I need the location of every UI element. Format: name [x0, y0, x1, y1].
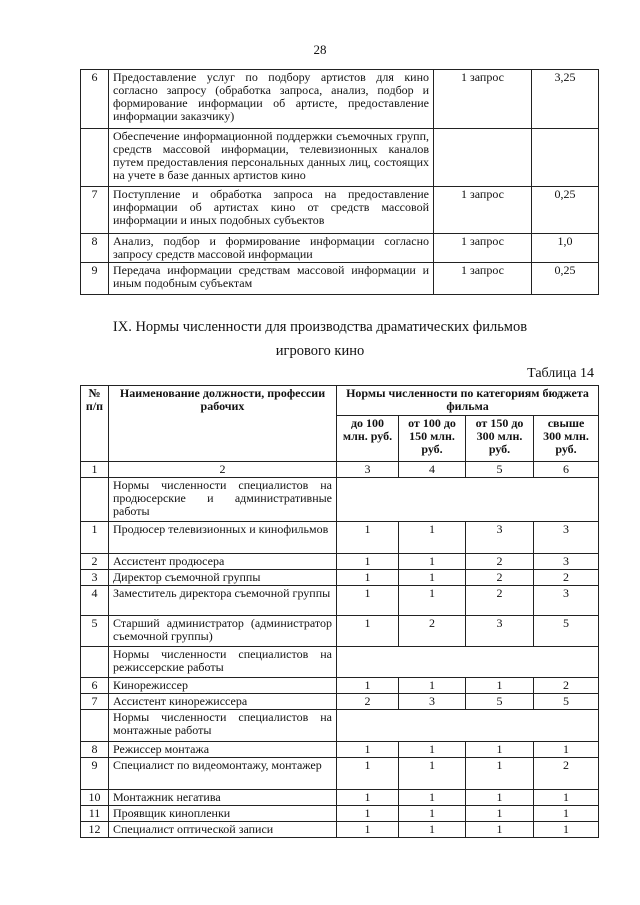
table-caption: Таблица 14 [527, 366, 594, 381]
row-number: 2 [81, 554, 109, 570]
column-number: 1 [81, 462, 109, 478]
norm-cat2: 1 [399, 570, 466, 586]
row-number: 6 [81, 678, 109, 694]
group-title: Нормы численности специалистов на монтажные работы [109, 710, 337, 742]
norm-cat1: 1 [337, 678, 399, 694]
table-row [81, 570, 599, 586]
norm-cat3: 1 [466, 790, 534, 806]
services-norms-table [80, 69, 599, 295]
table-row [81, 234, 599, 263]
row-norm: 3,25 [532, 70, 599, 129]
norm-cat3: 1 [466, 758, 534, 790]
row-norm: 1,0 [532, 234, 599, 263]
norm-cat4: 5 [534, 694, 599, 710]
norm-cat3: 5 [466, 694, 534, 710]
position-name: Режиссер монтажа [109, 742, 337, 758]
norm-cat1: 2 [337, 694, 399, 710]
table-row [81, 742, 599, 758]
row-number [81, 478, 109, 522]
norm-cat4: 1 [534, 806, 599, 822]
group-empty-cell [337, 647, 599, 678]
position-name: Проявщик кинопленки [109, 806, 337, 822]
table-row [81, 263, 599, 295]
norm-cat1: 1 [337, 758, 399, 790]
table-row [81, 678, 599, 694]
row-number [81, 647, 109, 678]
header-cat1: до 100 млн. руб. [337, 416, 399, 462]
row-number: 8 [81, 234, 109, 263]
table-row [81, 806, 599, 822]
row-description: Поступление и обработка запроса на предоставление информации об артистах кино от средств массовой информации и иных подобных субъектов [109, 187, 434, 234]
position-name: Ассистент кинорежиссера [109, 694, 337, 710]
row-number: 7 [81, 694, 109, 710]
norm-cat3: 2 [466, 554, 534, 570]
norm-cat1: 1 [337, 616, 399, 647]
row-unit: 1 запрос [434, 70, 532, 129]
row-description: Передача информации средствам массовой информации и иным подобным субъектам [109, 263, 434, 295]
row-number: 11 [81, 806, 109, 822]
norm-cat4: 3 [534, 522, 599, 554]
row-number [81, 129, 109, 187]
norm-cat2: 1 [399, 522, 466, 554]
group-title: Нормы численности специалистов на продюсерские и административные работы [109, 478, 337, 522]
table-row [81, 694, 599, 710]
norm-cat4: 3 [534, 586, 599, 616]
group-title: Нормы численности специалистов на режиссерские работы [109, 647, 337, 678]
norm-cat2: 1 [399, 806, 466, 822]
norm-cat1: 1 [337, 522, 399, 554]
row-unit [434, 129, 532, 187]
header-norms-title: Нормы численности по категориям бюджета фильма [337, 386, 599, 416]
row-unit: 1 запрос [434, 187, 532, 234]
table-row [81, 554, 599, 570]
table-row [81, 790, 599, 806]
norm-cat4: 3 [534, 554, 599, 570]
norm-cat3: 1 [466, 678, 534, 694]
norm-cat3: 3 [466, 522, 534, 554]
norm-cat1: 1 [337, 570, 399, 586]
header-cat4: свыше 300 млн. руб. [534, 416, 599, 462]
table-14 [80, 385, 599, 838]
position-name: Директор съемочной группы [109, 570, 337, 586]
row-number: 7 [81, 187, 109, 234]
column-number: 5 [466, 462, 534, 478]
row-description: Анализ, подбор и формирование информации согласно запросу средств массовой информации [109, 234, 434, 263]
table-row [81, 522, 599, 554]
norm-cat2: 1 [399, 586, 466, 616]
norm-cat2: 2 [399, 616, 466, 647]
table-row [81, 187, 599, 234]
group-row [81, 478, 599, 522]
norm-cat2: 1 [399, 790, 466, 806]
norm-cat4: 2 [534, 758, 599, 790]
group-empty-cell [337, 478, 599, 522]
page-number: 28 [313, 42, 327, 57]
norm-cat2: 3 [399, 694, 466, 710]
table-row [81, 758, 599, 790]
position-name: Заместитель директора съемочной группы [109, 586, 337, 616]
position-name: Продюсер телевизионных и кинофильмов [109, 522, 337, 554]
header-position: Наименование должности, профессии рабочих [109, 386, 337, 462]
norm-cat3: 2 [466, 570, 534, 586]
norm-cat1: 1 [337, 742, 399, 758]
row-description: Предоставление услуг по подбору артистов для кино согласно запросу (обработка запроса, анализ, подбор и формирование информации об артисте, предоставление информации заказчику) [109, 70, 434, 129]
position-name: Старший администратор (администратор съемочной группы) [109, 616, 337, 647]
section-heading: IX. Нормы численности для производства драматических фильмов [112, 319, 528, 335]
group-row [81, 647, 599, 678]
row-number: 12 [81, 822, 109, 838]
row-number: 1 [81, 522, 109, 554]
norm-cat2: 1 [399, 742, 466, 758]
position-name: Специалист оптической записи [109, 822, 337, 838]
row-number: 9 [81, 758, 109, 790]
position-name: Ассистент продюсера [109, 554, 337, 570]
table-row [81, 616, 599, 647]
row-unit: 1 запрос [434, 234, 532, 263]
row-number: 9 [81, 263, 109, 295]
column-number: 3 [337, 462, 399, 478]
row-unit: 1 запрос [434, 263, 532, 295]
header-cat3: от 150 до 300 млн. руб. [466, 416, 534, 462]
header-num: № п/п [81, 386, 109, 462]
position-name: Специалист по видеомонтажу, монтажер [109, 758, 337, 790]
norm-cat4: 2 [534, 570, 599, 586]
column-number: 4 [399, 462, 466, 478]
norm-cat2: 1 [399, 554, 466, 570]
norm-cat2: 1 [399, 758, 466, 790]
norm-cat3: 3 [466, 616, 534, 647]
column-number: 2 [109, 462, 337, 478]
section-heading-line2: игрового кино [275, 343, 365, 359]
row-norm: 0,25 [532, 263, 599, 295]
norm-cat4: 1 [534, 822, 599, 838]
row-number: 3 [81, 570, 109, 586]
norm-cat3: 1 [466, 806, 534, 822]
row-description: Обеспечение информационной поддержки съемочных групп, средств массовой информации, телевизионных каналов путем предоставления персональных данных лиц, состоящих на учете в базе данных артистов кино [109, 129, 434, 187]
position-name: Монтажник негатива [109, 790, 337, 806]
table-row [81, 129, 599, 187]
position-name: Кинорежиссер [109, 678, 337, 694]
norm-cat1: 1 [337, 554, 399, 570]
group-empty-cell [337, 710, 599, 742]
norm-cat3: 1 [466, 742, 534, 758]
norm-cat4: 1 [534, 790, 599, 806]
row-number: 8 [81, 742, 109, 758]
norm-cat1: 1 [337, 806, 399, 822]
row-norm [532, 129, 599, 187]
norm-cat2: 1 [399, 822, 466, 838]
header-cat2: от 100 до 150 млн. руб. [399, 416, 466, 462]
row-norm: 0,25 [532, 187, 599, 234]
column-number: 6 [534, 462, 599, 478]
table-row [81, 70, 599, 129]
norm-cat3: 1 [466, 822, 534, 838]
table-row [81, 586, 599, 616]
row-number: 10 [81, 790, 109, 806]
norm-cat4: 5 [534, 616, 599, 647]
norm-cat3: 2 [466, 586, 534, 616]
norm-cat4: 1 [534, 742, 599, 758]
norm-cat1: 1 [337, 790, 399, 806]
norm-cat1: 1 [337, 586, 399, 616]
row-number: 5 [81, 616, 109, 647]
row-number: 4 [81, 586, 109, 616]
table-row [81, 822, 599, 838]
norm-cat4: 2 [534, 678, 599, 694]
row-number [81, 710, 109, 742]
norm-cat2: 1 [399, 678, 466, 694]
norm-cat1: 1 [337, 822, 399, 838]
group-row [81, 710, 599, 742]
row-number: 6 [81, 70, 109, 129]
